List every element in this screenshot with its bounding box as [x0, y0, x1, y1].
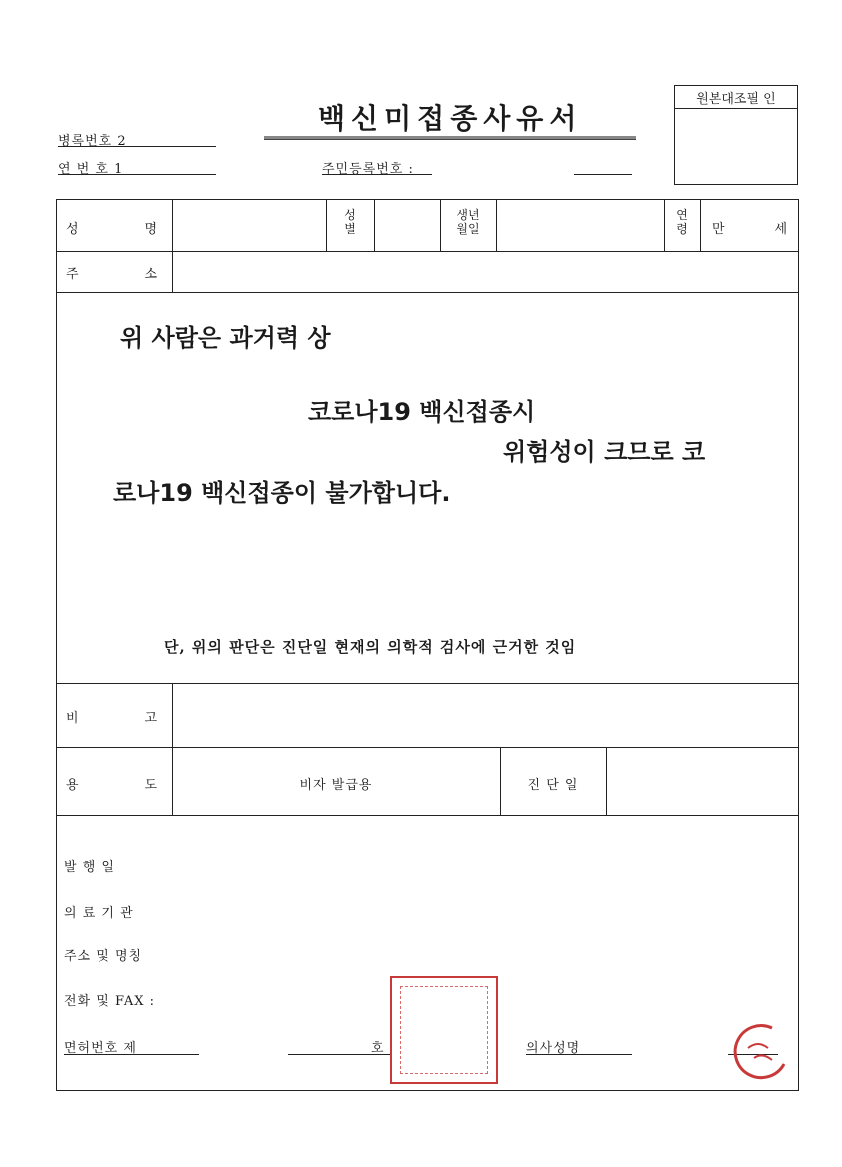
- statement-line-1: 위 사람은 과거력 상: [120, 324, 331, 352]
- remarks-label: 비 고: [66, 711, 158, 726]
- row-line: [57, 251, 798, 252]
- resident-number-field: [574, 174, 632, 175]
- title-underline: [264, 136, 636, 140]
- row-line: [57, 747, 798, 748]
- col-line: [700, 200, 701, 251]
- statement-note: 단, 위의 판단은 진단일 현재의 의학적 검사에 근거한 것임: [164, 638, 577, 656]
- age-field: 만 세: [712, 222, 788, 237]
- statement-line-4: 로나19 백신접종이 불가합니다.: [113, 479, 451, 507]
- col-line: [172, 200, 173, 292]
- original-check-label: 원본대조필 인: [675, 86, 797, 109]
- resident-number-label: 주민등록번호 :: [322, 162, 414, 177]
- resident-number-underline: [322, 174, 432, 175]
- doctor-name-label: 의사성명: [526, 1041, 581, 1056]
- issue-date-label: 발 행 일: [64, 860, 115, 875]
- serial-number: 연 번 호 1: [58, 162, 124, 177]
- serial-number-underline: [58, 174, 216, 175]
- statement-line-3: 위험성이 크므로 코: [503, 438, 706, 466]
- record-number: 병록번호 2: [58, 134, 127, 149]
- col-line: [172, 683, 173, 815]
- address-name-label: 주소 및 명칭: [64, 949, 143, 964]
- license-label: 면허번호 제: [64, 1041, 137, 1056]
- col-line: [606, 747, 607, 815]
- col-line: [496, 200, 497, 251]
- doctor-name-underline: [526, 1054, 632, 1055]
- birth-date-label: 생년 월일: [456, 208, 480, 236]
- address-label: 주 소: [66, 267, 158, 282]
- original-check-box: [674, 85, 798, 185]
- statement-line-2: 코로나19 백신접종시: [308, 398, 536, 426]
- age-label: 연 령: [676, 208, 688, 236]
- usage-value: 비자 발급용: [299, 778, 373, 793]
- institution-stamp: [390, 976, 498, 1084]
- license-suffix: 호: [371, 1041, 385, 1056]
- institution-label: 의 료 기 관: [64, 906, 134, 921]
- row-line: [57, 815, 798, 816]
- name-label: 성 명: [66, 222, 158, 237]
- phone-fax-label: 전화 및 FAX :: [64, 994, 155, 1009]
- col-line: [374, 200, 375, 251]
- row-line: [57, 292, 798, 293]
- document-title: 백신미접종사유서: [318, 102, 583, 135]
- record-number-underline: [58, 146, 216, 147]
- stamp-redaction: [404, 990, 484, 1070]
- doctor-seal-icon: [728, 1018, 796, 1086]
- diagnosis-date-label: 진 단 일: [527, 778, 579, 793]
- sex-label: 성 별: [344, 208, 356, 236]
- license-underline: [64, 1054, 199, 1055]
- usage-label: 용 도: [66, 778, 158, 793]
- row-line: [57, 683, 798, 684]
